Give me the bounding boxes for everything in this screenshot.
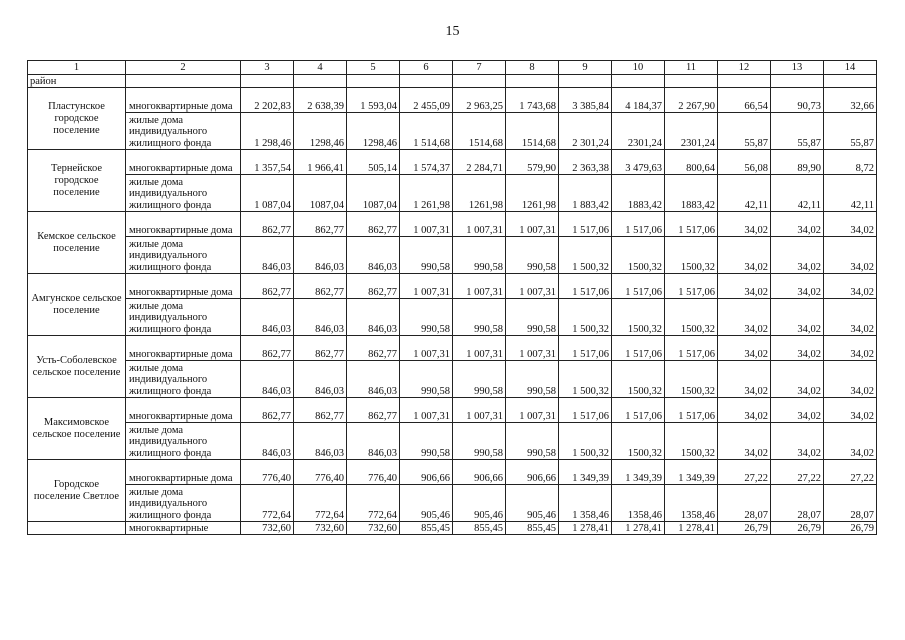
value-cell: 1 007,31 — [453, 398, 506, 423]
value-cell: 990,58 — [453, 237, 506, 274]
value-cell: 862,77 — [347, 336, 400, 361]
value-cell: 55,87 — [824, 113, 877, 150]
value-cell: 42,11 — [771, 175, 824, 212]
table-row — [28, 175, 877, 212]
value-cell: 1 358,46 — [559, 485, 612, 522]
value-cell: 1087,04 — [347, 175, 400, 212]
empty-cell — [612, 75, 665, 88]
empty-cell — [347, 75, 400, 88]
housing-type: многоквартирные дома — [126, 336, 241, 361]
value-cell: 34,02 — [824, 212, 877, 237]
value-cell: 862,77 — [241, 398, 294, 423]
region-name: Пластунское городское поселение — [28, 88, 126, 150]
value-cell: 34,02 — [824, 237, 877, 274]
value-cell: 1 349,39 — [559, 460, 612, 485]
table-row — [28, 88, 877, 113]
value-cell: 846,03 — [294, 237, 347, 274]
value-cell: 28,07 — [824, 485, 877, 522]
value-cell: 55,87 — [718, 113, 771, 150]
value-cell: 2301,24 — [612, 113, 665, 150]
value-cell: 846,03 — [241, 361, 294, 398]
value-cell: 846,03 — [241, 299, 294, 336]
table-row — [28, 460, 877, 485]
value-cell: 34,02 — [718, 212, 771, 237]
value-cell: 1 593,04 — [347, 88, 400, 113]
value-cell: 1 349,39 — [612, 460, 665, 485]
value-cell: 1 966,41 — [294, 150, 347, 175]
value-cell: 34,02 — [771, 237, 824, 274]
column-header: 9 — [559, 61, 612, 75]
value-cell: 1 298,46 — [241, 113, 294, 150]
value-cell: 56,08 — [718, 150, 771, 175]
value-cell: 1 007,31 — [400, 398, 453, 423]
value-cell: 1 517,06 — [612, 398, 665, 423]
table-row — [28, 522, 877, 535]
value-cell: 1 349,39 — [665, 460, 718, 485]
value-cell: 1087,04 — [294, 175, 347, 212]
value-cell: 66,54 — [718, 88, 771, 113]
value-cell: 27,22 — [824, 460, 877, 485]
empty-cell — [241, 75, 294, 88]
value-cell: 732,60 — [347, 522, 400, 535]
value-cell: 990,58 — [453, 299, 506, 336]
value-cell: 1 007,31 — [400, 274, 453, 299]
housing-type: жилые дома индивидуального жилищного фонда — [126, 361, 241, 398]
housing-type: жилые дома индивидуального жилищного фонда — [126, 423, 241, 460]
value-cell: 1261,98 — [453, 175, 506, 212]
value-cell: 1 743,68 — [506, 88, 559, 113]
value-cell: 772,64 — [294, 485, 347, 522]
value-cell: 1500,32 — [665, 237, 718, 274]
value-cell: 800,64 — [665, 150, 718, 175]
value-cell: 732,60 — [241, 522, 294, 535]
value-cell: 1 007,31 — [400, 212, 453, 237]
housing-type: жилые дома индивидуального жилищного фонда — [126, 175, 241, 212]
value-cell: 2 284,71 — [453, 150, 506, 175]
table-row — [28, 299, 877, 336]
value-cell: 1261,98 — [506, 175, 559, 212]
value-cell: 846,03 — [347, 299, 400, 336]
value-cell: 862,77 — [241, 212, 294, 237]
value-cell: 1500,32 — [612, 299, 665, 336]
raion-row — [28, 75, 877, 88]
value-cell: 34,02 — [771, 212, 824, 237]
value-cell: 990,58 — [506, 361, 559, 398]
housing-type: многоквартирные — [126, 522, 241, 535]
value-cell: 2 267,90 — [665, 88, 718, 113]
value-cell: 34,02 — [824, 398, 877, 423]
value-cell: 776,40 — [241, 460, 294, 485]
value-cell: 4 184,37 — [612, 88, 665, 113]
column-header: 11 — [665, 61, 718, 75]
region-name: Тернейское городское поселение — [28, 150, 126, 212]
region-name: Городское поселение Светлое — [28, 460, 126, 522]
value-cell: 26,79 — [771, 522, 824, 535]
value-cell: 3 385,84 — [559, 88, 612, 113]
housing-type: многоквартирные дома — [126, 398, 241, 423]
table-row — [28, 336, 877, 361]
value-cell: 846,03 — [347, 361, 400, 398]
value-cell: 1 517,06 — [612, 212, 665, 237]
value-cell: 905,46 — [506, 485, 559, 522]
value-cell: 1883,42 — [665, 175, 718, 212]
value-cell: 1 517,06 — [559, 398, 612, 423]
value-cell: 27,22 — [718, 460, 771, 485]
value-cell: 34,02 — [718, 299, 771, 336]
empty-cell — [771, 75, 824, 88]
value-cell: 2 301,24 — [559, 113, 612, 150]
value-cell: 1 261,98 — [400, 175, 453, 212]
value-cell: 906,66 — [506, 460, 559, 485]
empty-cell — [824, 75, 877, 88]
value-cell: 34,02 — [771, 299, 824, 336]
value-cell: 34,02 — [771, 274, 824, 299]
empty-cell — [718, 75, 771, 88]
value-cell: 1 007,31 — [506, 274, 559, 299]
value-cell: 1 278,41 — [612, 522, 665, 535]
value-cell: 505,14 — [347, 150, 400, 175]
value-cell: 990,58 — [400, 361, 453, 398]
value-cell: 1 517,06 — [612, 336, 665, 361]
value-cell: 1500,32 — [665, 423, 718, 460]
value-cell: 28,07 — [718, 485, 771, 522]
value-cell: 1514,68 — [453, 113, 506, 150]
value-cell: 862,77 — [294, 336, 347, 361]
value-cell: 846,03 — [347, 423, 400, 460]
column-header: 13 — [771, 61, 824, 75]
column-header: 10 — [612, 61, 665, 75]
page-number: 15 — [445, 24, 460, 39]
empty-cell — [506, 75, 559, 88]
value-cell: 855,45 — [506, 522, 559, 535]
value-cell: 776,40 — [294, 460, 347, 485]
value-cell: 1 007,31 — [506, 336, 559, 361]
value-cell: 1 517,06 — [665, 274, 718, 299]
value-cell: 1 517,06 — [612, 274, 665, 299]
empty-cell — [28, 522, 126, 535]
value-cell: 2 202,83 — [241, 88, 294, 113]
table-row — [28, 212, 877, 237]
housing-type: жилые дома индивидуального жилищного фонда — [126, 299, 241, 336]
value-cell: 846,03 — [294, 423, 347, 460]
value-cell: 1 007,31 — [453, 336, 506, 361]
table-row — [28, 113, 877, 150]
value-cell: 855,45 — [400, 522, 453, 535]
value-cell: 55,87 — [771, 113, 824, 150]
value-cell: 1 517,06 — [665, 398, 718, 423]
value-cell: 905,46 — [400, 485, 453, 522]
value-cell: 1 500,32 — [559, 237, 612, 274]
region-name: Амгунское сельское поселение — [28, 274, 126, 336]
value-cell: 34,02 — [824, 423, 877, 460]
table-row — [28, 237, 877, 274]
value-cell: 1 278,41 — [665, 522, 718, 535]
value-cell: 1 517,06 — [559, 336, 612, 361]
value-cell: 2 963,25 — [453, 88, 506, 113]
housing-type: многоквартирные дома — [126, 212, 241, 237]
value-cell: 990,58 — [453, 423, 506, 460]
raion-label: район — [28, 75, 126, 88]
value-cell: 3 479,63 — [612, 150, 665, 175]
value-cell: 1358,46 — [665, 485, 718, 522]
region-name: Максимовское сельское поселение — [28, 398, 126, 460]
value-cell: 1 500,32 — [559, 299, 612, 336]
column-header: 3 — [241, 61, 294, 75]
empty-cell — [559, 75, 612, 88]
value-cell: 862,77 — [294, 274, 347, 299]
value-cell: 26,79 — [824, 522, 877, 535]
value-cell: 1 517,06 — [559, 274, 612, 299]
value-cell: 1 007,31 — [400, 336, 453, 361]
value-cell: 862,77 — [241, 274, 294, 299]
value-cell: 1 007,31 — [453, 274, 506, 299]
value-cell: 846,03 — [294, 299, 347, 336]
value-cell: 34,02 — [824, 274, 877, 299]
value-cell: 2 638,39 — [294, 88, 347, 113]
value-cell: 34,02 — [718, 398, 771, 423]
value-cell: 772,64 — [241, 485, 294, 522]
value-cell: 90,73 — [771, 88, 824, 113]
value-cell: 32,66 — [824, 88, 877, 113]
value-cell: 990,58 — [453, 361, 506, 398]
value-cell: 990,58 — [400, 237, 453, 274]
value-cell: 34,02 — [771, 361, 824, 398]
value-cell: 34,02 — [718, 361, 771, 398]
value-cell: 846,03 — [294, 361, 347, 398]
value-cell: 579,90 — [506, 150, 559, 175]
column-header: 5 — [347, 61, 400, 75]
value-cell: 862,77 — [241, 336, 294, 361]
value-cell: 1298,46 — [294, 113, 347, 150]
value-cell: 1 517,06 — [559, 212, 612, 237]
empty-cell — [665, 75, 718, 88]
value-cell: 1 278,41 — [559, 522, 612, 535]
empty-cell — [400, 75, 453, 88]
value-cell: 846,03 — [347, 237, 400, 274]
value-cell: 2 363,38 — [559, 150, 612, 175]
value-cell: 990,58 — [400, 423, 453, 460]
value-cell: 1 007,31 — [453, 212, 506, 237]
value-cell: 34,02 — [718, 423, 771, 460]
column-header: 4 — [294, 61, 347, 75]
value-cell: 732,60 — [294, 522, 347, 535]
value-cell: 846,03 — [241, 423, 294, 460]
column-header: 7 — [453, 61, 506, 75]
value-cell: 1 574,37 — [400, 150, 453, 175]
housing-type: жилые дома индивидуального жилищного фонда — [126, 113, 241, 150]
value-cell: 990,58 — [506, 299, 559, 336]
value-cell: 28,07 — [771, 485, 824, 522]
value-cell: 862,77 — [347, 398, 400, 423]
value-cell: 34,02 — [771, 336, 824, 361]
value-cell: 34,02 — [718, 274, 771, 299]
value-cell: 1 883,42 — [559, 175, 612, 212]
value-cell: 855,45 — [453, 522, 506, 535]
value-cell: 34,02 — [824, 336, 877, 361]
value-cell: 8,72 — [824, 150, 877, 175]
value-cell: 905,46 — [453, 485, 506, 522]
empty-cell — [453, 75, 506, 88]
column-header: 14 — [824, 61, 877, 75]
value-cell: 34,02 — [824, 361, 877, 398]
value-cell: 1500,32 — [612, 237, 665, 274]
value-cell: 1 007,31 — [506, 398, 559, 423]
value-cell: 862,77 — [347, 274, 400, 299]
housing-type: многоквартирные дома — [126, 150, 241, 175]
value-cell: 1500,32 — [612, 361, 665, 398]
table-row — [28, 361, 877, 398]
value-cell: 34,02 — [718, 336, 771, 361]
empty-cell — [126, 75, 241, 88]
empty-cell — [294, 75, 347, 88]
value-cell: 1 357,54 — [241, 150, 294, 175]
housing-type: жилые дома индивидуального жилищного фонда — [126, 485, 241, 522]
value-cell: 772,64 — [347, 485, 400, 522]
value-cell: 2 455,09 — [400, 88, 453, 113]
housing-type: многоквартирные дома — [126, 274, 241, 299]
value-cell: 1 517,06 — [665, 212, 718, 237]
table-row — [28, 150, 877, 175]
value-cell: 990,58 — [506, 237, 559, 274]
value-cell: 906,66 — [453, 460, 506, 485]
table-row — [28, 274, 877, 299]
value-cell: 1 500,32 — [559, 423, 612, 460]
tariff-table — [27, 60, 877, 535]
value-cell: 89,90 — [771, 150, 824, 175]
value-cell: 1 500,32 — [559, 361, 612, 398]
column-header: 2 — [126, 61, 241, 75]
value-cell: 1 514,68 — [400, 113, 453, 150]
value-cell: 2301,24 — [665, 113, 718, 150]
column-header: 8 — [506, 61, 559, 75]
value-cell: 34,02 — [771, 423, 824, 460]
value-cell: 1 517,06 — [665, 336, 718, 361]
table-row — [28, 398, 877, 423]
column-header: 1 — [28, 61, 126, 75]
column-header: 6 — [400, 61, 453, 75]
value-cell: 34,02 — [718, 237, 771, 274]
value-cell: 776,40 — [347, 460, 400, 485]
housing-type: многоквартирные дома — [126, 460, 241, 485]
value-cell: 34,02 — [771, 398, 824, 423]
table-row — [28, 423, 877, 460]
value-cell: 846,03 — [241, 237, 294, 274]
value-cell: 1 007,31 — [506, 212, 559, 237]
value-cell: 27,22 — [771, 460, 824, 485]
value-cell: 1883,42 — [612, 175, 665, 212]
region-name: Кемское сельское поселение — [28, 212, 126, 274]
value-cell: 862,77 — [294, 212, 347, 237]
housing-type: жилые дома индивидуального жилищного фонда — [126, 237, 241, 274]
value-cell: 862,77 — [347, 212, 400, 237]
value-cell: 990,58 — [400, 299, 453, 336]
table-row — [28, 485, 877, 522]
value-cell: 1500,32 — [665, 361, 718, 398]
value-cell: 1500,32 — [612, 423, 665, 460]
header-row — [28, 61, 877, 75]
value-cell: 990,58 — [506, 423, 559, 460]
value-cell: 1358,46 — [612, 485, 665, 522]
value-cell: 862,77 — [294, 398, 347, 423]
value-cell: 906,66 — [400, 460, 453, 485]
value-cell: 1500,32 — [665, 299, 718, 336]
housing-type: многоквартирные дома — [126, 88, 241, 113]
value-cell: 42,11 — [718, 175, 771, 212]
value-cell: 34,02 — [824, 299, 877, 336]
value-cell: 1 087,04 — [241, 175, 294, 212]
value-cell: 1514,68 — [506, 113, 559, 150]
value-cell: 42,11 — [824, 175, 877, 212]
value-cell: 1298,46 — [347, 113, 400, 150]
region-name: Усть-Соболевское сельское поселение — [28, 336, 126, 398]
column-header: 12 — [718, 61, 771, 75]
value-cell: 26,79 — [718, 522, 771, 535]
